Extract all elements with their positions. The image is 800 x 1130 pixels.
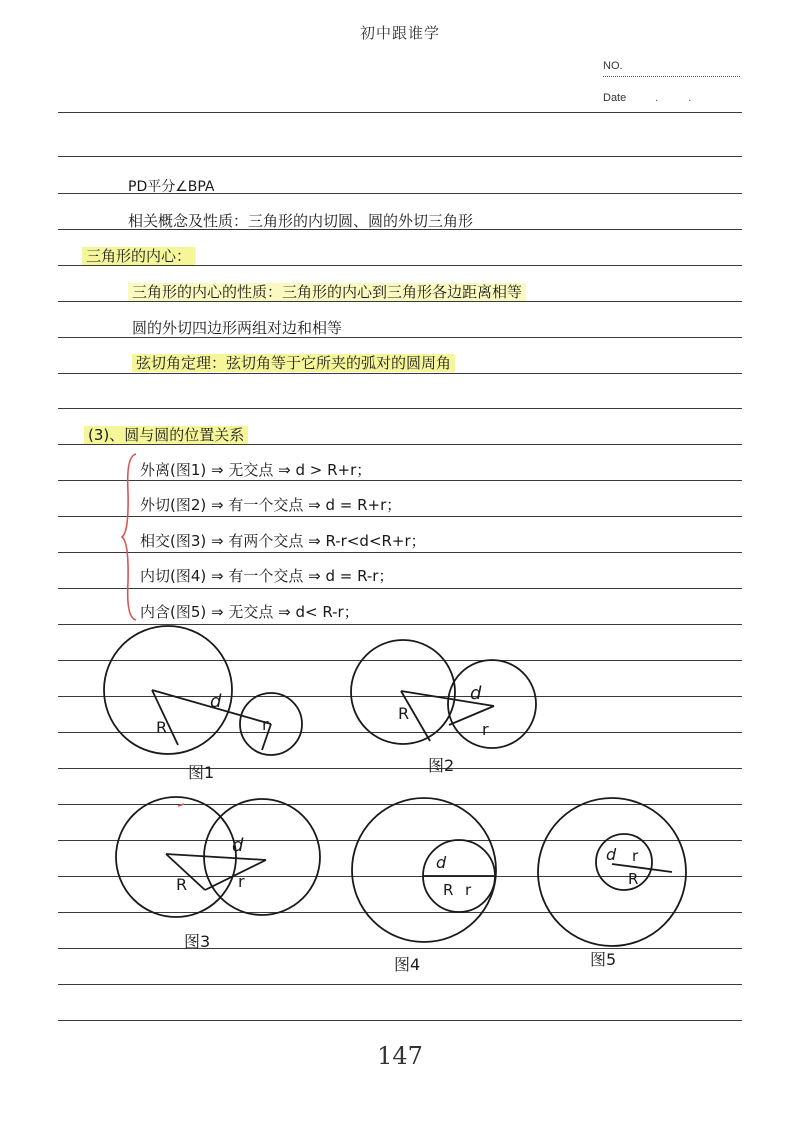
figure-1-separate-circles [104, 626, 302, 782]
figure-5-label-d: d [606, 845, 617, 864]
figure-5-outer-circle [538, 798, 686, 946]
figure-2-small-circle [448, 660, 536, 748]
incenter-heading-text: 三角形的内心： [82, 247, 195, 265]
figure-3-label-R: R [176, 875, 188, 894]
figure-3-label-r: r [238, 872, 245, 891]
figure-4-label-r: r [465, 881, 472, 899]
figure-2-externally-tangent [351, 640, 536, 775]
page-title: 初中跟谁学 [359, 24, 440, 42]
figure-3-intersecting [116, 797, 320, 951]
figure-5-contained [538, 798, 686, 969]
figure-2-label-d: d [470, 683, 482, 704]
red-mark [178, 804, 184, 806]
figure-1-label-r: r [262, 715, 269, 734]
figure-1-large-circle [104, 626, 232, 754]
figure-5-caption: 图5 [590, 950, 617, 969]
page-number: 147 [377, 1042, 423, 1070]
figure-4-caption: 图4 [394, 955, 421, 974]
figure-4-label-d: d [436, 853, 447, 872]
figure-5-radius-line [612, 864, 672, 872]
position-heading-text: (3)、圆与圆的位置关系 [84, 426, 248, 444]
relation-contained: 内含(图5) ⇒ 无交点 ⇒ d< R-r； [140, 603, 359, 621]
figure-1-caption: 图1 [188, 763, 215, 782]
figure-3-label-d: d [232, 835, 244, 856]
figure-2-label-R: R [398, 704, 410, 723]
figure-3-center-line [166, 854, 266, 860]
note-line-angle-bisector: PD平分∠BPA [128, 179, 215, 195]
figure-2-caption: 图2 [428, 756, 455, 775]
figure-4-label-R: R [443, 881, 454, 899]
relation-separate: 外离(图1) ⇒ 无交点 ⇒ d > R+r； [140, 461, 372, 479]
figure-1-label-d: d [210, 691, 222, 712]
figure-3-caption: 图3 [184, 932, 211, 951]
chord-tangent-theorem-text: 弦切角定理：弦切角等于它所夹的弧对的圆周角 [132, 354, 455, 372]
figure-5-label-r: r [632, 847, 639, 865]
figure-4-internally-tangent [352, 798, 496, 974]
relation-externally-tangent: 外切(图2) ⇒ 有一个交点 ⇒ d = R+r； [140, 496, 402, 514]
incenter-property-text: 三角形的内心的性质：三角形的内心到三角形各边距离相等 [128, 283, 526, 301]
notebook-no-label: NO. [603, 60, 623, 72]
figure-5-inner-circle [596, 834, 652, 890]
figure-1-label-R: R [156, 718, 168, 737]
relation-internally-tangent: 内切(图4) ⇒ 有一个交点 ⇒ d = R-r； [140, 567, 394, 585]
notebook-date-label: Date [603, 92, 627, 104]
date-dots: ·· [655, 96, 722, 107]
figure-5-label-R: R [628, 870, 639, 888]
note-line-related-concepts: 相关概念及性质：三角形的内切圆、圆的外切三角形 [128, 212, 474, 230]
relation-intersecting: 相交(图3) ⇒ 有两个交点 ⇒ R-r<d<R+r； [140, 532, 426, 550]
circumscribed-quadrilateral-note: 圆的外切四边形两组对边和相等 [132, 319, 343, 337]
figure-2-label-r: r [482, 720, 489, 739]
